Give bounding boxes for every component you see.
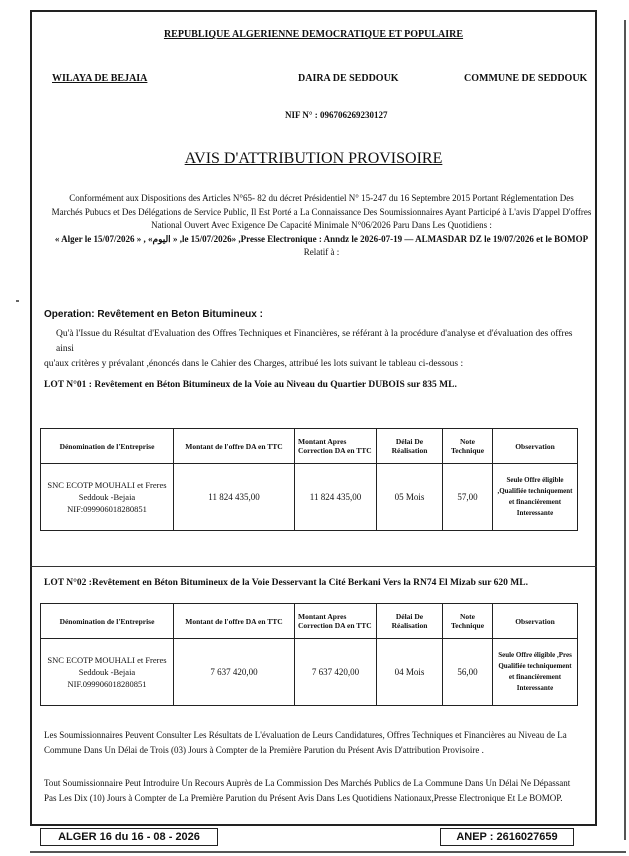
intro-line: Marchés Pubucs et Des Délégations de Service Public, Il Est Porté a La Connaissance Des Soumissionnaires Ayant Participé à L'avis D'appel D'offres <box>51 206 592 217</box>
lot-02-table <box>40 603 578 706</box>
header-corrected: Montant Apres Correction DA en TTC <box>295 429 377 464</box>
header-offer: Montant de l'offre DA en TTC <box>174 604 295 639</box>
company-location: Seddouk -Bejaia <box>78 667 136 677</box>
closing-line: Commune Dans Un Délai de Trois (03) Jours à Compter de la Première Parution du Présent Avis D'attribution Provisoire . <box>44 745 484 755</box>
observation-cell: Seule Offre éligible ,Qualifiée techniquement et financièrement Interessante <box>493 464 578 531</box>
header-score: Note Technique <box>443 604 493 639</box>
analysis-paragraph <box>44 327 584 372</box>
analysis-line: qu'aux critères y prévalant ,énoncés dans le Cahier des Charges, attribué les lots suivant le tableau ci-dessous : <box>44 359 464 369</box>
company-nif: NIF.099906018280851 <box>67 679 147 689</box>
header-observation: Observation <box>493 604 578 639</box>
closing-line: Tout Soumissionnaire Peut Introduire Un Recours Auprès de La Commission Des Marchés Publics de La Commune Dans Un Délai Ne Dépassant <box>44 778 571 788</box>
company-name: SNC ECOTP MOUHALI et Freres <box>47 480 167 490</box>
republic-heading: REPUBLIQUE ALGERIENNE DEMOCRATIQUE ET POPULAIRE <box>163 29 464 40</box>
intro-paragraph <box>44 192 599 260</box>
publication-date-box: ALGER 16 du 16 - 08 - 2026 <box>40 828 218 846</box>
scan-edge <box>624 20 626 840</box>
header-offer: Montant de l'offre DA en TTC <box>174 429 295 464</box>
table-row <box>41 639 578 706</box>
intro-line: Conformément aux Dispositions des Articles N°65- 82 du décret Présidentiel N° 15-247 du 16 Septembre 2015 Portant Réglementation Des <box>69 193 574 203</box>
analysis-line: Qu'à l'Issue du Résultat d'Evaluation des Offres Techniques et Financières, se référant à la procédure d'analyse et d'évaluation des offres ainsi <box>56 329 573 354</box>
corrected-cell: 11 824 435,00 <box>295 464 377 531</box>
lot-01-table <box>40 428 578 531</box>
header-score: Note Technique <box>443 429 493 464</box>
corrected-cell: 7 637 420,00 <box>295 639 377 706</box>
observation-cell: Seule Offre éligible ,Pres Qualifiée techniquement et financièrement Interessante <box>493 639 578 706</box>
closing-line: Pas Les Dix (10) Jours à Compter de La Première Parution du Présent Avis Dans Les Quotidiens Nationaux,Presse Electronique Et Le BOMOP. <box>44 793 563 803</box>
scan-speck <box>16 300 19 302</box>
header-company: Dénomination de l'Entreprise <box>41 604 174 639</box>
closing-line: Les Soumissionnaires Peuvent Consulter Les Résultats de L'évaluation de Leurs Candidatures, Offres Techniques et Financières au Niveau de La <box>44 730 567 740</box>
header-corrected: Montant Apres Correction DA en TTC <box>295 604 377 639</box>
score-cell: 57,00 <box>443 464 493 531</box>
wilaya-label: WILAYA DE BEJAIA <box>52 73 148 84</box>
lot-01-title: LOT N°01 : Revêtement en Béton Bitumineux de la Voie au Niveau du Quartier DUBOIS sur 835 ML. <box>44 380 457 390</box>
company-cell <box>41 639 174 706</box>
table-header-row <box>41 604 578 639</box>
lot-02-title: LOT N°02 :Revêtement en Béton Bitumineux de la Voie Desservant la Cité Berkani Vers la RN74 El Mizab sur 620 ML. <box>44 578 528 588</box>
nif-number: NIF N° : 096706269230127 <box>285 110 388 120</box>
header-company: Dénomination de l'Entreprise <box>41 429 174 464</box>
offer-cell: 11 824 435,00 <box>174 464 295 531</box>
consultation-paragraph <box>44 728 584 758</box>
appeal-paragraph <box>44 776 584 806</box>
daira-label: DAIRA DE SEDDOUK <box>298 73 399 84</box>
company-cell <box>41 464 174 531</box>
anep-reference-box: ANEP : 2616027659 <box>440 828 574 846</box>
table-header-row <box>41 429 578 464</box>
document-title: AVIS D'ATTRIBUTION PROVISOIRE <box>184 150 443 167</box>
company-nif: NIF:099906018280851 <box>67 504 147 514</box>
header-delay: Délai De Réalisation <box>377 604 443 639</box>
offer-cell: 7 637 420,00 <box>174 639 295 706</box>
commune-label: COMMUNE DE SEDDOUK <box>464 73 588 84</box>
intro-line: National Ouvert Avec Exigence De Capacité Minimale N°06/2026 Paru Dans Les Quotidiens : <box>151 220 492 230</box>
company-location: Seddouk -Bejaia <box>78 492 136 502</box>
operation-heading: Operation: Revêtement en Beton Bitumineux : <box>44 309 263 320</box>
delay-cell: 05 Mois <box>377 464 443 531</box>
table-row <box>41 464 578 531</box>
intro-line: Relatif à : <box>303 247 340 257</box>
company-name: SNC ECOTP MOUHALI et Freres <box>47 655 167 665</box>
header-delay: Délai De Réalisation <box>377 429 443 464</box>
scan-bottom-edge <box>30 851 626 853</box>
score-cell: 56,00 <box>443 639 493 706</box>
section-divider <box>30 566 597 567</box>
header-observation: Observation <box>493 429 578 464</box>
delay-cell: 04 Mois <box>377 639 443 706</box>
intro-line: « Alger le 15/07/2026 » , «اليوم » ,le 15/07/2026» ,Presse Electronique : Anndz le 2026-07-19 — ALMASDAR DZ le 19/07/2026 et le BOMOP <box>54 233 589 244</box>
